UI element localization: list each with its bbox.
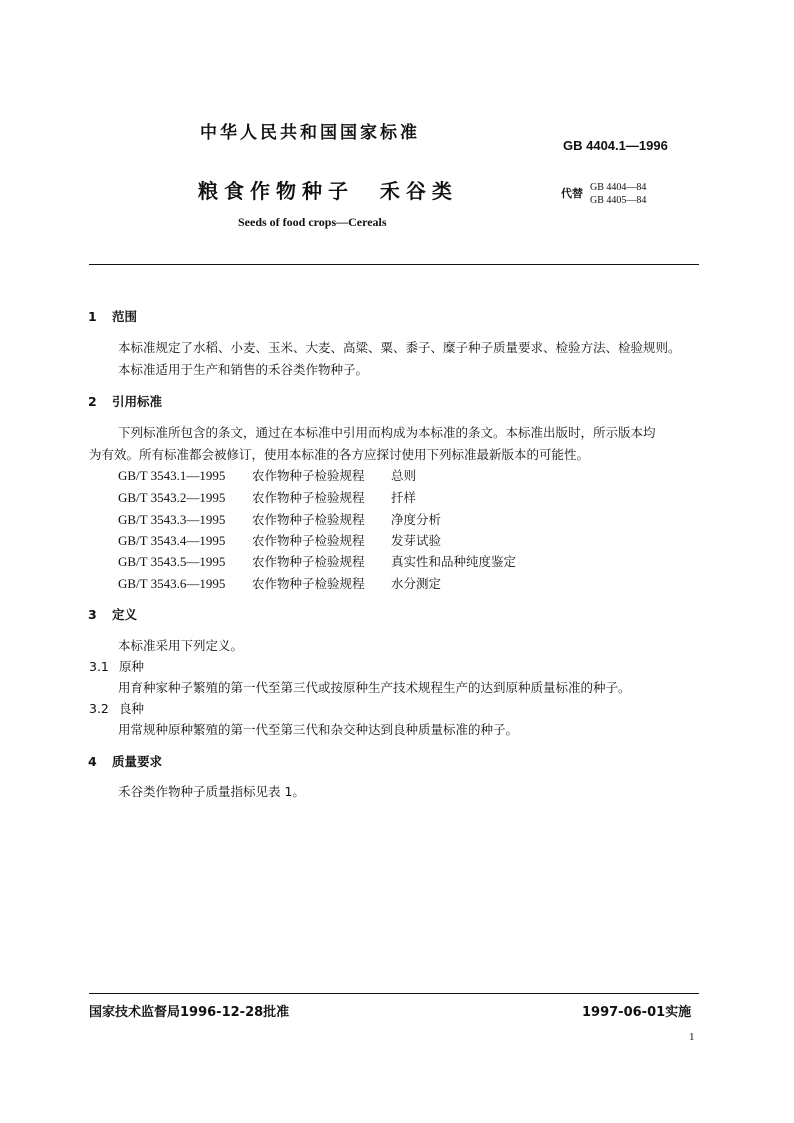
definition-heading — [89, 657, 144, 675]
footer-divider — [89, 993, 699, 994]
reference-title: 农作物种子检验规程 — [252, 490, 365, 505]
reference-code: GB/T 3543.5—1995 — [118, 554, 226, 569]
replaces-list — [590, 181, 646, 207]
definition-term: 良种 — [119, 701, 145, 716]
reference-title: 农作物种子检验规程 — [252, 554, 365, 569]
reference-code: GB/T 3543.3—1995 — [118, 512, 226, 527]
definition-text: 用常规种原种繁殖的第一代至第三代和杂交种达到良种质量标准的种子。 — [118, 722, 519, 737]
paragraph: 为有效。所有标准都会被修订，使用本标准的各方应探讨使用下列标准最新版本的可能性。 — [89, 447, 590, 462]
paragraph: 禾谷类作物种子质量指标见表 1。 — [118, 784, 305, 799]
reference-code: GB/T 3543.2—1995 — [118, 490, 226, 505]
section-title: 质量要求 — [112, 754, 163, 769]
definition-text: 用育种家种子繁殖的第一代至第三代或按原种生产技术规程生产的达到原种质量标准的种子。 — [118, 680, 631, 695]
document-title: 粮食作物种子 禾谷类 — [198, 179, 458, 203]
section-title: 定义 — [112, 607, 138, 622]
reference-part: 扦样 — [391, 490, 417, 505]
approval-date: 国家技术监督局1996-12-28批准 — [89, 1005, 290, 1020]
reference-part: 真实性和品种纯度鉴定 — [391, 554, 517, 569]
reference-title: 农作物种子检验规程 — [252, 533, 365, 548]
reference-row — [118, 510, 441, 528]
replaced-standard: GB 4404—84 — [590, 182, 647, 193]
section-4-heading — [88, 752, 162, 770]
definition-number: 3.2 — [89, 701, 109, 716]
section-title: 引用标准 — [112, 394, 163, 409]
reference-part: 发芽试验 — [391, 533, 442, 548]
section-1-heading — [88, 307, 137, 325]
paragraph: 本标准采用下列定义。 — [118, 638, 244, 653]
definition-heading — [89, 699, 144, 717]
english-title: Seeds of food crops—Cereals — [238, 215, 387, 229]
section-number: 3 — [88, 607, 97, 622]
reference-part: 净度分析 — [391, 512, 442, 527]
page-number: 1 — [689, 1031, 695, 1043]
paragraph: 下列标准所包含的条文，通过在本标准中引用而构成为本标准的条文。本标准出版时，所示版本均 — [118, 425, 656, 440]
reference-code: GB/T 3543.4—1995 — [118, 533, 226, 548]
reference-code: GB/T 3543.6—1995 — [118, 576, 226, 591]
reference-part: 总则 — [391, 468, 417, 483]
replaced-standard: GB 4405—84 — [590, 195, 647, 206]
reference-row — [118, 466, 416, 484]
reference-row — [118, 531, 441, 549]
definition-term: 原种 — [119, 659, 145, 674]
section-title: 范围 — [112, 309, 138, 324]
reference-title: 农作物种子检验规程 — [252, 512, 365, 527]
header-divider — [89, 264, 699, 265]
reference-row — [118, 574, 441, 592]
implementation-date: 1997-06-01实施 — [582, 1005, 692, 1020]
section-number: 4 — [88, 754, 97, 769]
definition-number: 3.1 — [89, 659, 109, 674]
reference-row — [118, 488, 416, 506]
national-standard-heading: 中华人民共和国国家标准 — [200, 123, 420, 143]
standard-number: GB 4404.1—1996 — [563, 138, 668, 153]
reference-row — [118, 552, 516, 570]
section-number: 1 — [88, 309, 97, 324]
section-number: 2 — [88, 394, 97, 409]
reference-title: 农作物种子检验规程 — [252, 576, 365, 591]
replaces-label: 代替 — [561, 187, 583, 200]
paragraph: 本标准适用于生产和销售的禾谷类作物种子。 — [118, 362, 369, 377]
section-3-heading — [88, 605, 137, 623]
paragraph: 本标准规定了水稻、小麦、玉米、大麦、高粱、粟、黍子、糜子种子质量要求、检验方法、检验规则。 — [118, 340, 681, 355]
reference-code: GB/T 3543.1—1995 — [118, 468, 226, 483]
reference-part: 水分测定 — [391, 576, 442, 591]
section-2-heading — [88, 392, 162, 410]
reference-title: 农作物种子检验规程 — [252, 468, 365, 483]
